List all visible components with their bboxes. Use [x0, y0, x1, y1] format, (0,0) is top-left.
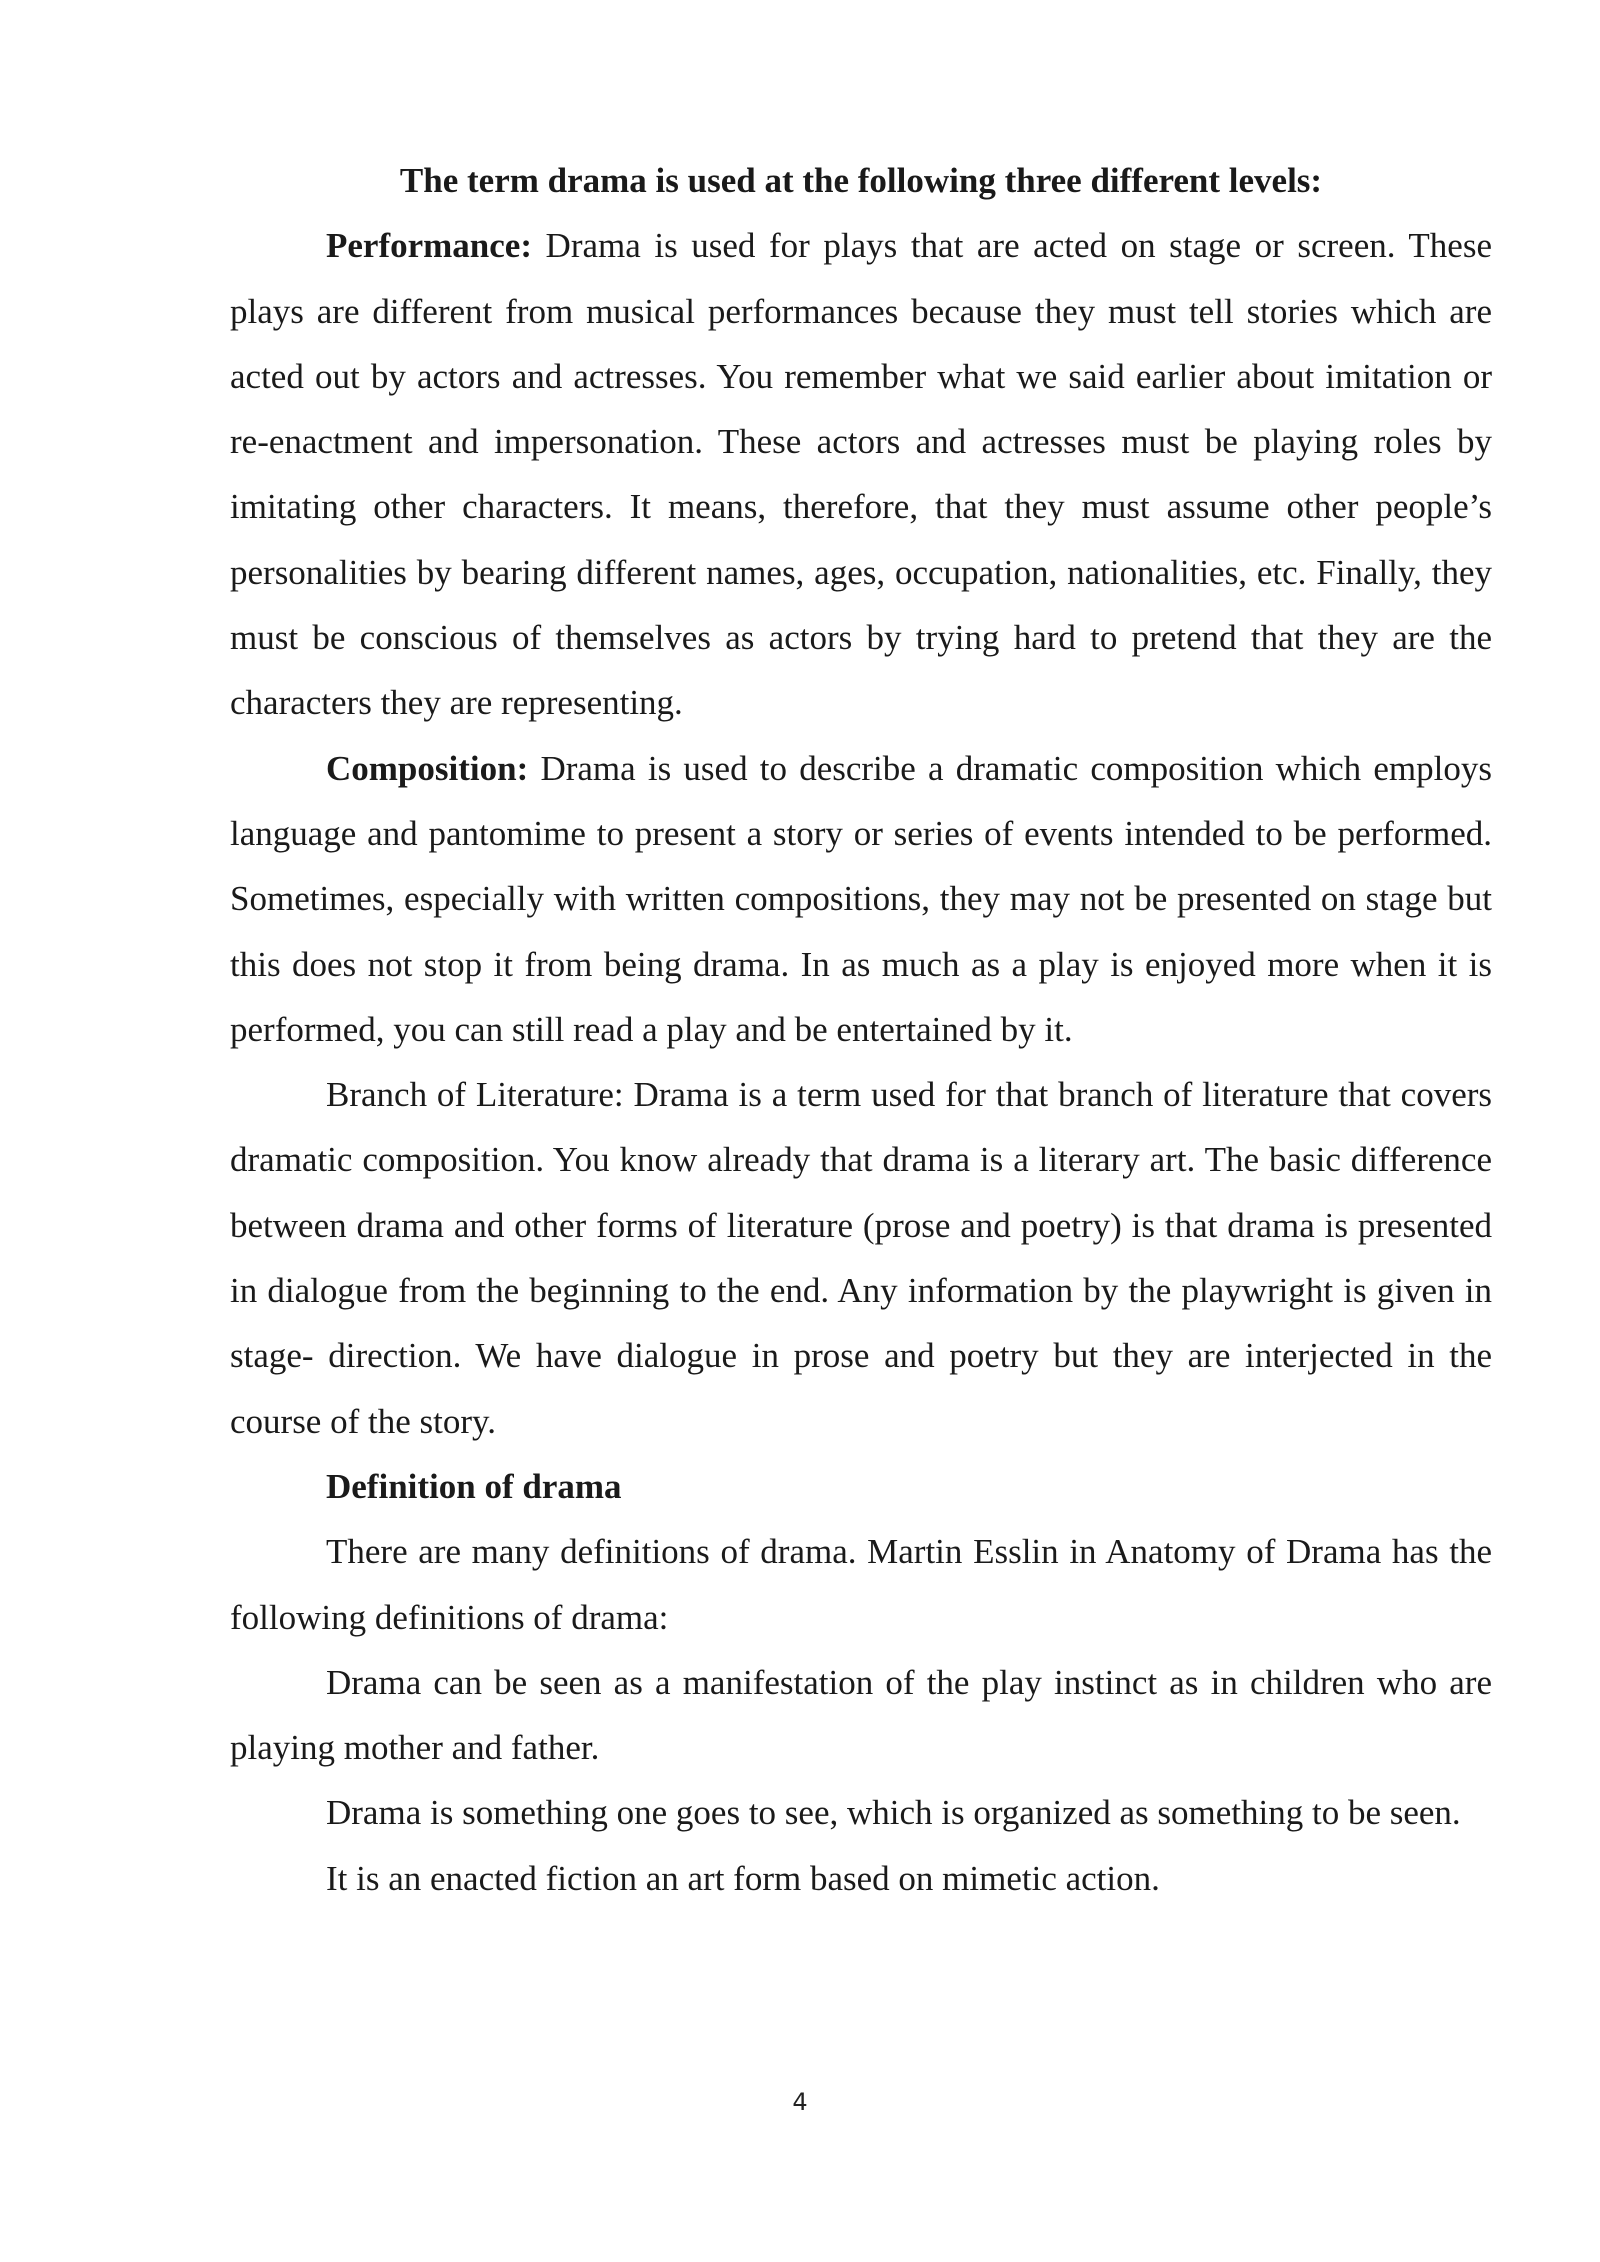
composition-lead: Composition:: [326, 748, 529, 788]
section-heading: The term drama is used at the following three different levels:: [399, 161, 1323, 200]
definition-1-paragraph: Drama can be seen as a manifestation of the play instinct as in children who are playing mother and father.: [230, 1662, 1492, 1768]
performance-lead: Performance:: [326, 226, 532, 266]
definition-3-paragraph: It is an enacted fiction an art form based on mimetic action.: [326, 1858, 1160, 1898]
page-content: [230, 148, 1492, 1911]
performance-paragraph: [230, 213, 1492, 735]
definition-heading: Definition of drama: [326, 1466, 622, 1506]
composition-text: Drama is used to describe a dramatic composition which employs language and pantomime to present a story or series of events intended to be performed. Sometimes, especially with written compositions, they may not be presented on stage but this does not stop it from being drama. In as much as a play is enjoyed more when it is performed, you can still read a play and be entertained by it.: [230, 748, 1492, 1049]
page-number: 4: [792, 2088, 808, 2116]
definition-2-paragraph: Drama is something one goes to see, which is organized as something to be seen.: [326, 1793, 1461, 1833]
composition-paragraph: [230, 736, 1492, 1062]
definitions-intro-paragraph: There are many definitions of drama. Martin Esslin in Anatomy of Drama has the following definitions of drama:: [230, 1532, 1492, 1637]
branch-paragraph: Branch of Literature: Drama is a term used for that branch of literature that covers dramatic composition. You know already that drama is a literary art. The basic difference between drama and other forms of literature (prose and poetry) is that drama is presented in dialogue from the beginning to the end. Any information by the playwright is given in stage- direction. We have dialogue in prose and poetry but they are interjected in the course of the story.: [230, 1075, 1492, 1441]
performance-text: Drama is used for plays that are acted on stage or screen. These plays are different from musical performances because they must tell stories which are acted out by actors and actresses. You remember what we said earlier about imitation or re-enactment and impersonation. These actors and actresses must be playing roles by imitating other characters. It means, therefore, that they must assume other people’s personalities by bearing different names, ages, occupation, nationalities, etc. Finally, they must be conscious of themselves as actors by trying hard to pretend that they are the characters they are representing.: [230, 226, 1492, 723]
